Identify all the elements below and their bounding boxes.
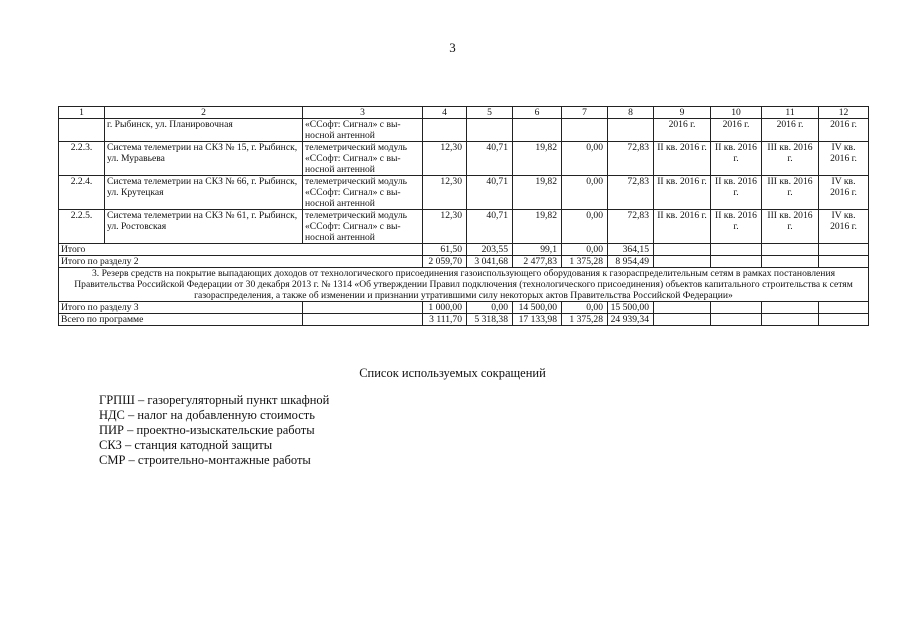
value-cell: 72,83: [608, 176, 654, 210]
object-name: Система телеметрии на СКЗ № 15, г. Рыбинск, ул. Муравьева: [105, 142, 303, 176]
column-header: 9: [654, 107, 711, 119]
table-header-row: [59, 107, 869, 119]
value-cell: 203,55: [467, 244, 513, 256]
value-cell: 2 059,70: [423, 256, 467, 268]
section3-heading: 3. Резерв средств на покрытие выпадающих доходов от технологического присоединения газоиспользующего оборудования к газораспределительным сетям в рамках постановления Правительства Российской Федерации от 30 декабря 2013 г. № 1314 «Об утверждении Правил подключения (технологического присоединения) объектов капитального строительства к сетям газораспределения, а также об изменении и признании утратившими силу некоторых актов Правительства Российской Федерации»: [59, 268, 869, 302]
section3-total-label: Итого по разделу 3: [59, 302, 303, 314]
object-name: г. Рыбинск, ул. Планировочная: [105, 119, 303, 142]
table-row: [59, 210, 869, 244]
value-cell: 14 500,00: [513, 302, 562, 314]
value-cell: 0,00: [562, 176, 608, 210]
value-cell: 99,1: [513, 244, 562, 256]
value-cell: 0,00: [562, 142, 608, 176]
value-cell: 0,00: [562, 302, 608, 314]
value-cell: 0,00: [562, 210, 608, 244]
date-cell: IV кв. 2016 г.: [819, 176, 869, 210]
page-number: 3: [449, 40, 456, 55]
date-cell: 2016 г.: [654, 119, 711, 142]
value-cell: 40,71: [467, 176, 513, 210]
value-cell: 19,82: [513, 210, 562, 244]
section3-heading-row: [59, 268, 869, 302]
date-cell: II кв. 2016 г.: [711, 210, 762, 244]
column-header: 7: [562, 107, 608, 119]
date-cell: II кв. 2016 г.: [711, 176, 762, 210]
equipment-description: телеметрический модуль «ССофт: Сигнал» с вы-носной антенной: [303, 142, 423, 176]
equipment-description: телеметрический модуль «ССофт: Сигнал» с вы-носной антенной: [303, 210, 423, 244]
object-name: Система телеметрии на СКЗ № 61, г. Рыбинск, ул. Ростовская: [105, 210, 303, 244]
value-cell: 0,00: [562, 244, 608, 256]
column-header: 3: [303, 107, 423, 119]
column-header: 2: [105, 107, 303, 119]
column-header: 12: [819, 107, 869, 119]
value-cell: 1 375,28: [562, 314, 608, 326]
section2-total-label: Итого по разделу 2: [59, 256, 423, 268]
value-cell: 0,00: [467, 302, 513, 314]
date-cell: II кв. 2016 г.: [711, 142, 762, 176]
program-total-label: Всего по программе: [59, 314, 303, 326]
section3-total-row: [59, 302, 869, 314]
value-cell: 3 111,70: [423, 314, 467, 326]
date-cell: 2016 г.: [762, 119, 819, 142]
program-total-row: [59, 314, 869, 326]
abbreviations-list: [99, 393, 329, 468]
investment-program-table: [58, 106, 869, 326]
value-cell: 3 041,68: [467, 256, 513, 268]
row-number: [59, 119, 105, 142]
date-cell: II кв. 2016 г.: [654, 142, 711, 176]
date-cell: II кв. 2016 г.: [654, 210, 711, 244]
value-cell: 61,50: [423, 244, 467, 256]
value-cell: 19,82: [513, 176, 562, 210]
abbreviation-item: ПИР – проектно-изыскательские работы: [99, 423, 315, 437]
abbreviation-item: СМР – строительно-монтажные работы: [99, 453, 311, 467]
value-cell: 8 954,49: [608, 256, 654, 268]
row-number: 2.2.5.: [59, 210, 105, 244]
column-header: 5: [467, 107, 513, 119]
total-row: [59, 244, 869, 256]
date-cell: III кв. 2016 г.: [762, 142, 819, 176]
table-row: [59, 142, 869, 176]
value-cell: 5 318,38: [467, 314, 513, 326]
column-header: 10: [711, 107, 762, 119]
value-cell: 12,30: [423, 176, 467, 210]
column-header: 6: [513, 107, 562, 119]
column-header: 11: [762, 107, 819, 119]
value-cell: 19,82: [513, 142, 562, 176]
value-cell: 2 477,83: [513, 256, 562, 268]
row-number: 2.2.4.: [59, 176, 105, 210]
abbreviations-title: Список используемых сокращений: [359, 366, 546, 380]
value-cell: 1 375,28: [562, 256, 608, 268]
row-number: 2.2.3.: [59, 142, 105, 176]
value-cell: 40,71: [467, 210, 513, 244]
value-cell: 72,83: [608, 142, 654, 176]
value-cell: 15 500,00: [608, 302, 654, 314]
date-cell: IV кв. 2016 г.: [819, 142, 869, 176]
date-cell: 2016 г.: [711, 119, 762, 142]
table-row-continuation: [59, 119, 869, 142]
column-header: 1: [59, 107, 105, 119]
abbreviation-item: ГРПШ – газорегуляторный пункт шкафной: [99, 393, 330, 407]
object-name: Система телеметрии на СКЗ № 66, г. Рыбинск, ул. Крутецкая: [105, 176, 303, 210]
value-cell: 17 133,98: [513, 314, 562, 326]
abbreviation-item: СКЗ – станция катодной защиты: [99, 438, 273, 452]
date-cell: III кв. 2016 г.: [762, 176, 819, 210]
section2-total-row: [59, 256, 869, 268]
equipment-description: телеметрический модуль «ССофт: Сигнал» с вы-носной антенной: [303, 176, 423, 210]
date-cell: IV кв. 2016 г.: [819, 210, 869, 244]
date-cell: 2016 г.: [819, 119, 869, 142]
value-cell: 1 000,00: [423, 302, 467, 314]
date-cell: III кв. 2016 г.: [762, 210, 819, 244]
equipment-description: «ССофт: Сигнал» с вы-носной антенной: [303, 119, 423, 142]
abbreviation-item: НДС – налог на добавленную стоимость: [99, 408, 315, 422]
value-cell: 364,15: [608, 244, 654, 256]
value-cell: 24 939,34: [608, 314, 654, 326]
value-cell: 40,71: [467, 142, 513, 176]
value-cell: 12,30: [423, 142, 467, 176]
value-cell: 72,83: [608, 210, 654, 244]
column-header: 8: [608, 107, 654, 119]
column-header: 4: [423, 107, 467, 119]
total-label: Итого: [59, 244, 423, 256]
table-row: [59, 176, 869, 210]
value-cell: 12,30: [423, 210, 467, 244]
date-cell: II кв. 2016 г.: [654, 176, 711, 210]
